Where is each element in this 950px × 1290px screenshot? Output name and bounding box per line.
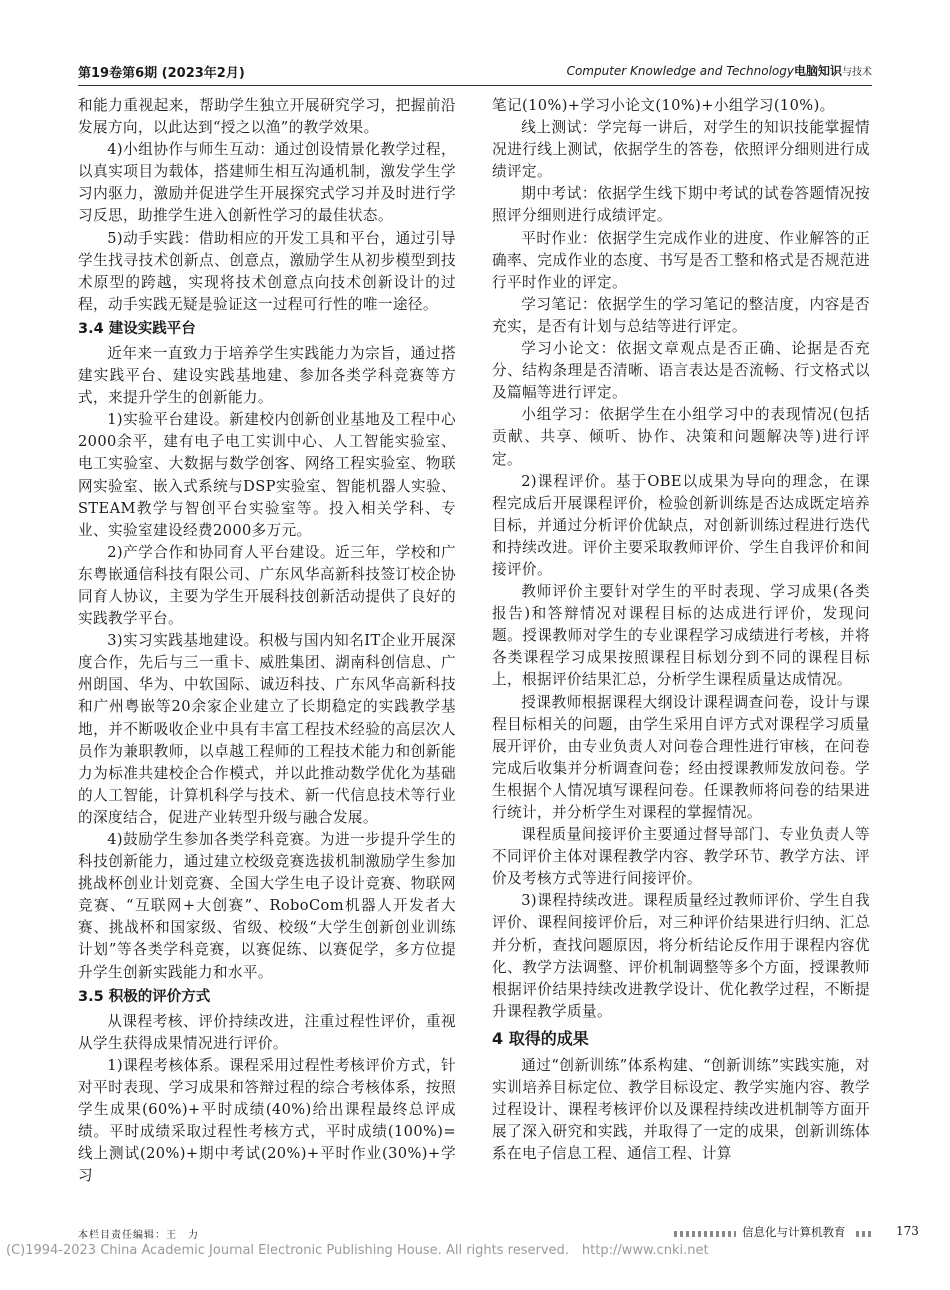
volume-issue: 第19卷第6期 (2023年2月)	[78, 66, 245, 81]
body-paragraph: 期中考试：依据学生线下期中考试的试卷答题情况按照评分细则进行成绩评定。	[492, 185, 870, 225]
footer-dots-decoration-right	[856, 1231, 872, 1237]
body-paragraph: 5)动手实践：借助相应的开发工具和平台，通过引导学生找寻技术创新点、创意点，激励学生从初步模型到技术原型的跨越，实现将技术创意点向技术创新设计的过程，动手实践无疑是验证这一过程可行性的唯一途径。	[78, 229, 456, 313]
body-paragraph: 和能力重视起来，帮助学生独立开展研究学习，把握前沿发展方向，以此达到“授之以渔”的教学效果。	[78, 97, 456, 137]
body-paragraph: 从课程考核、评价持续改进，注重过程性评价，重视从学生获得成果情况进行评价。	[78, 1012, 456, 1052]
body-paragraph: 授课教师根据课程大纲设计课程调查问卷，设计与课程目标相关的问题，由学生采用自评方式对课程学习质量展开评价，由专业负责人对问卷合理性进行审核，在问卷完成后收集并分析调查问卷；经由授课教师发放问卷。学生根据个人情况填写课程问卷。任课教师将问卷的结果进行统计，并分析学生对课程的掌握情况。	[492, 693, 870, 821]
footer-journal-name: 信息化与计算机教育	[742, 1225, 846, 1239]
left-column	[78, 95, 456, 1187]
body-paragraph: 学习笔记：依据学生的学习笔记的整洁度，内容是否充实，是否有计划与总结等进行评定。	[492, 295, 870, 335]
journal-title-cn-suffix: 与技术	[842, 67, 872, 78]
body-paragraph: 2)课程评价。基于OBE以成果为导向的理念，在课程完成后开展课程评价，检验创新训练是否达成既定培养目标，并通过分析评价优缺点，对创新训练过程进行迭代和持续改进。评价主要采取教师评价、学生自我评价和间接评价。	[492, 472, 870, 578]
header-rule	[78, 85, 872, 86]
body-paragraph: 小组学习：依据学生在小组学习中的表现情况(包括贡献、共享、倾听、协作、决策和问题解决等)进行评定。	[492, 406, 870, 468]
right-column	[492, 95, 870, 1165]
body-paragraph: 1)课程考核体系。课程采用过程性考核评价方式，针对平时表现、学习成果和答辩过程的综合考核体系，按照学生成果(60%)+平时成绩(40%)给出课程最终总评成绩。平时成绩采取过程性考核方式，平时成绩(100%)=线上测试(20%)+期中考试(20%)+平时作业(30%)+学习	[78, 1056, 456, 1185]
body-paragraph: 3)实习实践基地建设。积极与国内知名IT企业开展深度合作，先后与三一重卡、威胜集团、湖南科创信息、广州朗国、华为、中软国际、诚迈科技、广东风华高新科技和广州粤嵌等20余家企业建立了长期稳定的实践教学基地，并不断吸收企业中具有丰富工程技术经验的高层次人员作为兼职教师，以卓越工程师的工程技术能力和创新能力为标准共建校企合作模式，并以此推动数学优化为基础的人工智能，计算机科学与技术、新一代信息技术等行业的深度结合，促进产业转型升级与融合发展。	[78, 632, 456, 826]
body-paragraph: 学习小论文：依据文章观点是否正确、论据是否充分、结构条理是否清晰、语言表达是否流畅、行文格式以及篇幅等进行评定。	[492, 340, 870, 402]
body-paragraph: 4)鼓励学生参加各类学科竞赛。为进一步提升学生的科技创新能力，通过建立校级竞赛选拔机制激励学生参加挑战杯创业计划竞赛、全国大学生电子设计竞赛、物联网竞赛、“互联网+大创赛”、RoboCom机器人开发者大赛、挑战杯和国家级、省级、校级“大学生创新创业训练计划”等各类学科竞赛，以赛促练、以赛促学，多方位提升学生创新实践能力和水平。	[78, 831, 456, 981]
section-heading: 3.5 积极的评价方式	[78, 988, 211, 1005]
section-heading: 3.4 建设实践平台	[78, 320, 196, 337]
body-paragraph: 3)课程持续改进。课程质量经过教师评价、学生自我评价、课程间接评价后，对三种评价结果进行归纳、汇总并分析，查找问题原因，将分析结论反作用于课程内容优化、教学方法调整、评价机制调整等多个方面，授课教师根据评价结果持续改进教学设计、优化教学过程，不断提升课程教学质量。	[492, 892, 870, 1020]
journal-title	[567, 62, 872, 79]
body-paragraph: 2)产学合作和协同育人平台建设。近三年，学校和广东粤嵌通信科技有限公司、广东风华高新科技签订校企协同育人协议，主要为学生开展科技创新活动提供了良好的实践教学平台。	[78, 543, 456, 628]
journal-title-cn: 电脑知识	[793, 64, 842, 78]
page-header	[78, 52, 872, 86]
body-paragraph: 近年来一直致力于培养学生实践能力为宗旨，通过搭建实践平台、建设实践基地建、参加各类学科竞赛等方式，来提升学生的创新能力。	[78, 344, 456, 407]
body-paragraph: 1)实验平台建设。新建校内创新创业基地及工程中心2000余平，建有电子电工实训中心、人工智能实验室、电工实验室、大数据与数学创客、网络工程实验室、物联网实验室、嵌入式系统与DSP实验室、智能机器人实验、STEAM教学与智创平台实验室等。投入相关学科、专业、实验室建设经费2000多万元。	[78, 411, 456, 539]
journal-title-en: Computer Knowledge and Technology	[566, 64, 794, 78]
body-paragraph: 通过“创新训练”体系构建、“创新训练”实践实施，对实训培养目标定位、教学目标设定、教学实施内容、教学过程设计、课程考核评价以及课程持续改进机制等方面开展了深入研究和实践，并取得了一定的成果，创新训练体系在电子信息工程、通信工程、计算	[492, 1056, 870, 1163]
body-paragraph: 线上测试：学完每一讲后，对学生的知识技能掌握情况进行线上测试，依据学生的答卷，依照评分细则进行成绩评定。	[492, 119, 870, 181]
page-number: 173	[896, 1224, 919, 1238]
body-paragraph: 笔记(10%)+学习小论文(10%)+小组学习(10%)。	[492, 97, 835, 114]
footer-dots-decoration	[674, 1231, 736, 1237]
body-paragraph: 教师评价主要针对学生的平时表现、学习成果(各类报告)和答辩情况对课程目标的达成进行评价，发现问题。授课教师对学生的专业课程学习成绩进行考核，并将各类课程学习成果按照课程目标划分到不同的课程目标上，根据评价结果汇总，分析学生课程质量达成情况。	[492, 583, 870, 689]
body-paragraph: 4)小组协作与师生互动：通过创设情景化教学过程，以真实项目为载体，搭建师生相互沟通机制，激发学生学习内驱力，激励并促进学生开展探究式学习并及时进行学习反思，助推学生进入创新性学习的最佳状态。	[78, 141, 456, 225]
body-paragraph: 课程质量间接评价主要通过督导部门、专业负责人等不同评价主体对课程教学内容、教学环节、教学方法、评价及考核方式等进行间接评价。	[492, 826, 870, 888]
section-heading: 4 取得的成果	[492, 1028, 589, 1048]
copyright-watermark: (C)1994-2023 China Academic Journal Electronic Publishing House. All rights reserved. http://www.cnki.net	[6, 1243, 709, 1258]
body-paragraph: 平时作业：依据学生完成作业的进度、作业解答的正确率、完成作业的态度、书写是否工整和格式是否规范进行平时作业的评定。	[492, 229, 870, 291]
editor-credit: 本栏目责任编辑：王 力	[78, 1230, 199, 1241]
